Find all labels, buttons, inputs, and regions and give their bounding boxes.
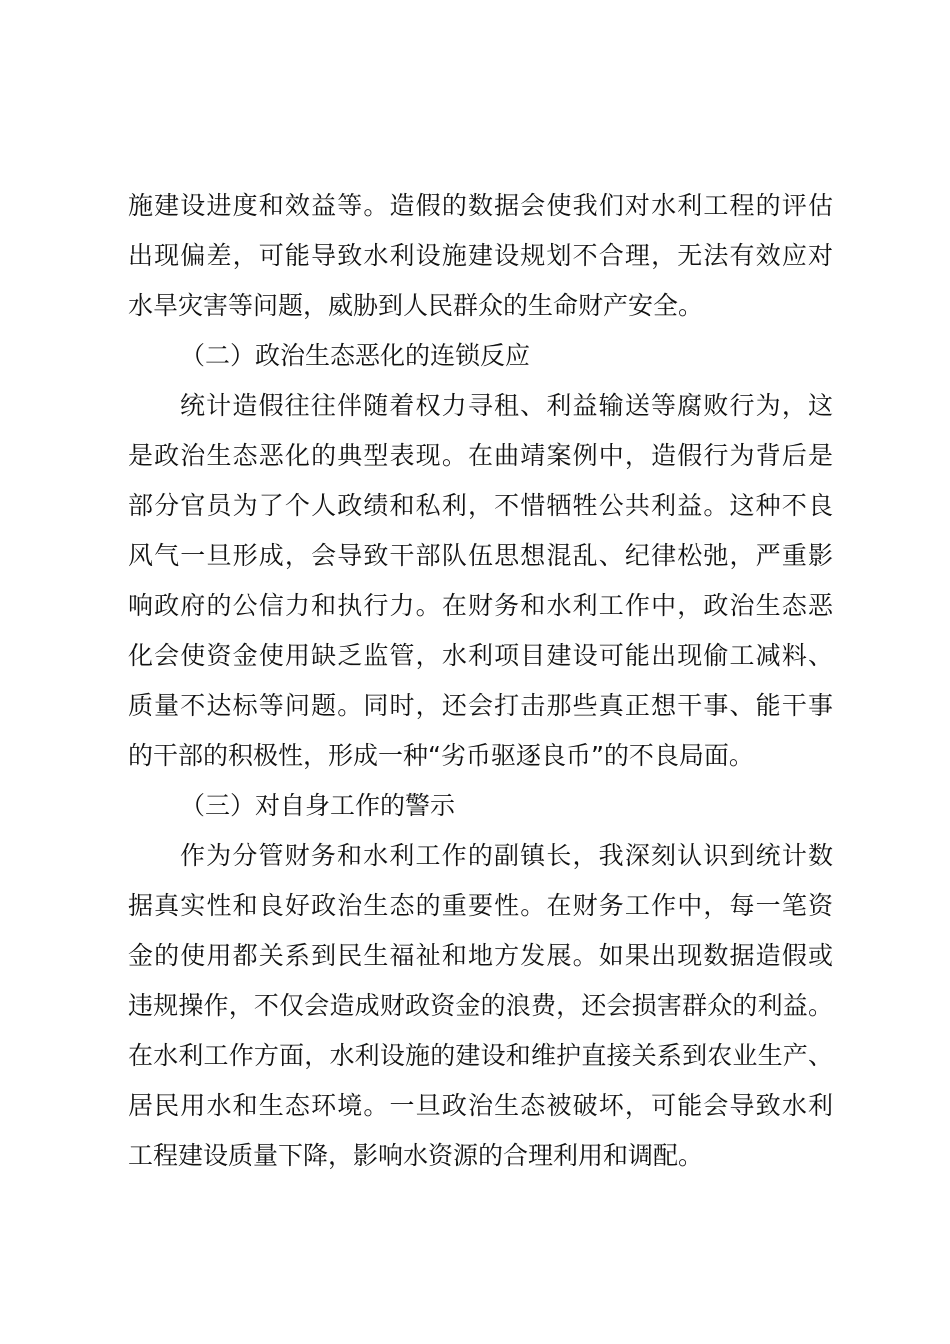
- paragraph-line: 统计造假往往伴随着权力寻租、利益输送等腐败行为，这: [180, 391, 833, 420]
- paragraph-line: 在水利工作方面，水利设施的建设和维护直接关系到农业生产、: [128, 1041, 833, 1070]
- paragraph-line: 是政治生态恶化的典型表现。在曲靖案例中，造假行为背后是: [128, 441, 833, 470]
- paragraph-line: 施建设进度和效益等。造假的数据会使我们对水利工程的评估: [128, 191, 833, 220]
- paragraph-line: 水旱灾害等问题，威胁到人民群众的生命财产安全。: [128, 291, 704, 320]
- document-body: [128, 181, 833, 1181]
- section-heading: （二）政治生态恶化的连锁反应: [180, 341, 531, 370]
- paragraph-line: 作为分管财务和水利工作的副镇长，我深刻认识到统计数: [180, 841, 833, 870]
- paragraph-line: 工程建设质量下降，影响水资源的合理利用和调配。: [128, 1141, 704, 1170]
- paragraph-line: 的干部的积极性，形成一种“劣币驱逐良币”的不良局面。: [128, 741, 754, 770]
- paragraph-line: 据真实性和良好政治生态的重要性。在财务工作中，每一笔资: [128, 891, 833, 920]
- section-heading: （三）对自身工作的警示: [180, 791, 456, 820]
- paragraph-line: 风气一旦形成，会导致干部队伍思想混乱、纪律松弛，严重影: [128, 541, 833, 570]
- paragraph-line: 部分官员为了个人政绩和私利，不惜牺牲公共利益。这种不良: [128, 491, 833, 520]
- paragraph-line: 化会使资金使用缺乏监管，水利项目建设可能出现偷工减料、: [128, 641, 833, 670]
- paragraph-line: 居民用水和生态环境。一旦政治生态被破坏，可能会导致水利: [128, 1091, 833, 1120]
- paragraph-line: 响政府的公信力和执行力。在财务和水利工作中，政治生态恶: [128, 591, 833, 620]
- paragraph-line: 出现偏差，可能导致水利设施建设规划不合理，无法有效应对: [128, 241, 833, 270]
- paragraph-line: 质量不达标等问题。同时，还会打击那些真正想干事、能干事: [128, 691, 833, 720]
- paragraph-line: 违规操作，不仅会造成财政资金的浪费，还会损害群众的利益。: [128, 991, 833, 1020]
- paragraph-line: 金的使用都关系到民生福祉和地方发展。如果出现数据造假或: [128, 941, 833, 970]
